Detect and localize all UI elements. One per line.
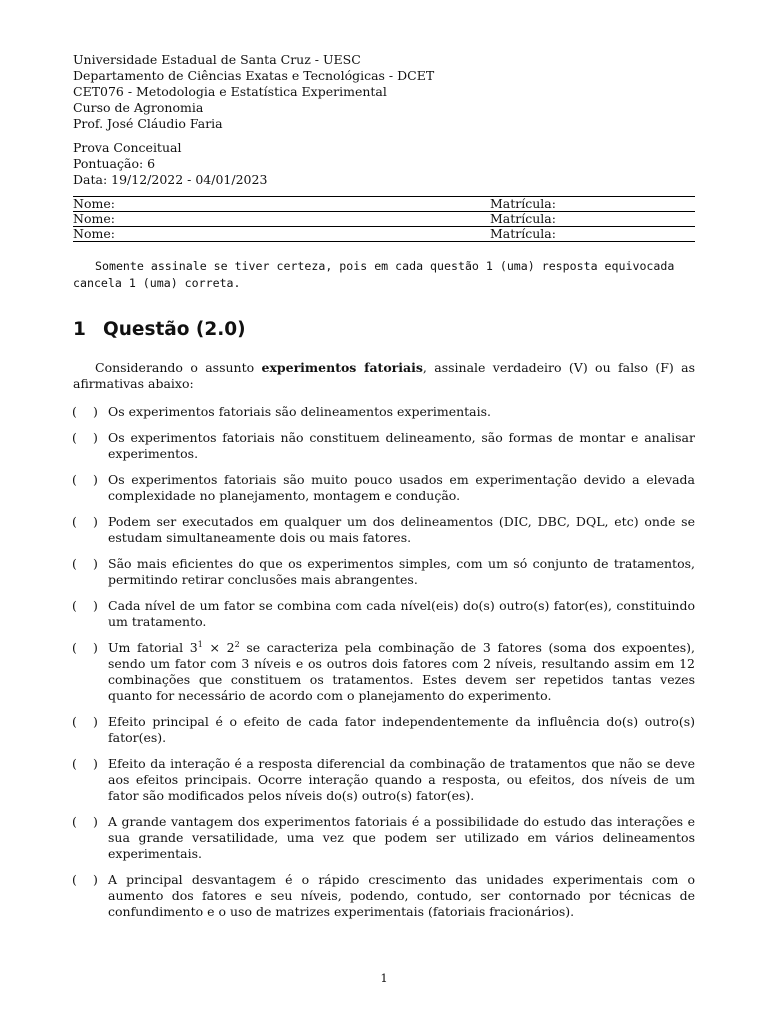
paren-close: ) bbox=[93, 430, 98, 445]
statement-text: São mais eficientes do que os experimentos simples, com um só conjunto de tratamentos, permitindo retirar conclusões mais abrangentes. bbox=[108, 556, 695, 587]
header-line: Universidade Estadual de Santa Cruz - UESC bbox=[73, 52, 361, 67]
student-row bbox=[73, 196, 695, 211]
statement-item bbox=[73, 756, 695, 804]
statement-fragment: 2 bbox=[234, 639, 240, 649]
statement-text: Os experimentos fatoriais não constituem delineamento, são formas de montar e analisar experimentos. bbox=[108, 430, 695, 461]
name-label: Nome: bbox=[73, 211, 115, 226]
statement-text: Podem ser executados em qualquer um dos delineamentos (DIC, DBC, DQL, etc) onde se estudam simultaneamente dois ou mais fatores. bbox=[108, 514, 695, 545]
exam-title: Prova Conceitual bbox=[73, 140, 182, 155]
exam-score: Pontuação: 6 bbox=[73, 156, 156, 171]
intro-text: , assinale verdadeiro (V) ou falso (F) as afirmativas abaixo: bbox=[73, 360, 696, 391]
intro-text: Considerando o assunto bbox=[95, 360, 262, 375]
section-title: Questão (2.0) bbox=[103, 319, 246, 340]
name-label: Nome: bbox=[73, 226, 115, 241]
statement-text: Os experimentos fatoriais são delineamentos experimentais. bbox=[108, 404, 492, 419]
statement-item bbox=[73, 472, 695, 504]
paren-close: ) bbox=[93, 514, 98, 529]
question-intro bbox=[73, 360, 695, 392]
statement-item bbox=[73, 598, 695, 630]
paren-open: ( bbox=[72, 640, 77, 655]
paren-close: ) bbox=[93, 872, 98, 887]
statement-item bbox=[73, 714, 695, 746]
paren-open: ( bbox=[72, 514, 77, 529]
exam-info bbox=[73, 140, 695, 188]
paren-open: ( bbox=[72, 814, 77, 829]
student-names-table bbox=[73, 196, 695, 242]
registration-label: Matrícula: bbox=[490, 211, 556, 226]
statement-fragment: × 2 bbox=[202, 640, 235, 655]
paren-open: ( bbox=[72, 756, 77, 771]
paren-open: ( bbox=[72, 404, 77, 419]
statement-item bbox=[73, 814, 695, 862]
section-heading bbox=[73, 318, 695, 342]
document-page bbox=[73, 52, 695, 930]
section-number: 1 bbox=[73, 319, 86, 340]
statement-text: Cada nível de um fator se combina com cada nível(eis) do(s) outro(s) fator(es), constituindo um tratamento. bbox=[108, 598, 695, 629]
header-line: Prof. José Cláudio Faria bbox=[73, 116, 223, 131]
statement-item bbox=[73, 514, 695, 546]
name-label: Nome: bbox=[73, 196, 115, 211]
statement-text: Efeito principal é o efeito de cada fator independentemente da influência do(s) outro(s) fator(es). bbox=[108, 714, 695, 745]
registration-label: Matrícula: bbox=[490, 226, 556, 241]
paren-close: ) bbox=[93, 556, 98, 571]
student-row bbox=[73, 226, 695, 242]
statement-fragment: se caracteriza pela combinação de 3 fatores (soma dos expoentes), sendo um fator com 3 níveis e os outros dois fatores com 2 níveis, resultando assim em 12 combinações que constituem os tratamentos. Estes devem ser repetidos tantas vezes quanto for necessário de acordo com o planejamento do experimento. bbox=[108, 640, 696, 703]
paren-open: ( bbox=[72, 714, 77, 729]
statement-list bbox=[73, 404, 695, 920]
paren-close: ) bbox=[93, 814, 98, 829]
student-row bbox=[73, 211, 695, 226]
statement-fragment: Um fatorial 3 bbox=[108, 640, 198, 655]
header-line: Curso de Agronomia bbox=[73, 100, 204, 115]
paren-open: ( bbox=[72, 472, 77, 487]
paren-close: ) bbox=[93, 472, 98, 487]
statement-item bbox=[73, 556, 695, 588]
statement-item bbox=[73, 430, 695, 462]
statement-text bbox=[108, 640, 695, 703]
statement-text: A grande vantagem dos experimentos fatoriais é a possibilidade do estudo das interações e sua grande versatilidade, uma vez que podem ser utilizado em vários delineamentos experimentais. bbox=[108, 814, 695, 861]
statement-fragment: 1 bbox=[197, 639, 203, 649]
paren-close: ) bbox=[93, 714, 98, 729]
paren-open: ( bbox=[72, 598, 77, 613]
institution-header bbox=[73, 52, 695, 132]
warning-text: Somente assinale se tiver certeza, pois em cada questão 1 (uma) resposta equivocada cancela 1 (uma) correta. bbox=[73, 259, 675, 290]
paren-close: ) bbox=[93, 598, 98, 613]
paren-open: ( bbox=[72, 556, 77, 571]
paren-close: ) bbox=[93, 756, 98, 771]
paren-close: ) bbox=[93, 640, 98, 655]
statement-text: A principal desvantagem é o rápido crescimento das unidades experimentais com o aumento dos fatores e seu níveis, podendo, contudo, ser contornado por técnicas de confundimento e o uso de matrizes experimentais (fatoriais fracionários). bbox=[108, 872, 695, 919]
statement-item bbox=[73, 404, 695, 420]
exam-date: Data: 19/12/2022 - 04/01/2023 bbox=[73, 172, 268, 187]
intro-bold: experimentos fatoriais bbox=[261, 360, 423, 375]
statement-item bbox=[73, 640, 695, 704]
paren-open: ( bbox=[72, 872, 77, 887]
registration-label: Matrícula: bbox=[490, 196, 556, 211]
statement-text: Efeito da interação é a resposta diferencial da combinação de tratamentos que não se deve aos efeitos principais. Ocorre interação quando a resposta, ou efeitos, dos níveis de um fator são modificados pelos níveis do(s) outro(s) fator(es). bbox=[108, 756, 695, 803]
paren-open: ( bbox=[72, 430, 77, 445]
header-line: CET076 - Metodologia e Estatística Experimental bbox=[73, 84, 387, 99]
header-line: Departamento de Ciências Exatas e Tecnológicas - DCET bbox=[73, 68, 435, 83]
statement-item bbox=[73, 872, 695, 920]
paren-close: ) bbox=[93, 404, 98, 419]
statement-text: Os experimentos fatoriais são muito pouco usados em experimentação devido a elevada complexidade no planejamento, montagem e condução. bbox=[108, 472, 695, 503]
page-number: 1 bbox=[380, 971, 388, 985]
